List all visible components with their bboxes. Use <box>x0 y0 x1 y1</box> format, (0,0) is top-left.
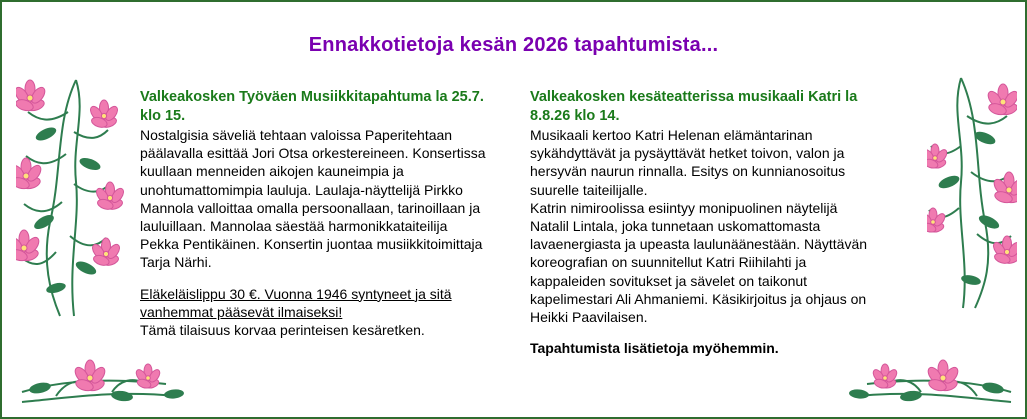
column-theatre-event <box>530 88 880 357</box>
footer-note: Tapahtumista lisätietoja myöhemmin. <box>530 340 779 357</box>
column-body-text-2: Katrin nimiroolissa esiintyy monipuolinen näytelijä Natalil Lintala, joka tunnetaan uskomattomasta lavaenergiasta ja upeasta laulunäänestään. Näyttävän koreografian on suunnitellut Katri Riihilahti ja kappaleiden sovitukset ja sävelet on taikonut kapelimestari Ali Ahmaniemi. Käsikirjoitus ja ohjaus on Heikki Paavilaisen. <box>530 199 868 325</box>
column-body-text: Musikaali kertoo Katri Helenan elämäntarinan sykähdyttävät ja pysäyttävät hetket toivon, valon ja hersyvän naurun rinnalla. Esitys on kunnianosoitus suurelle taiteilijalle. <box>530 127 846 198</box>
content-columns <box>140 88 930 357</box>
spacer <box>140 272 490 285</box>
column-body-text: Nostalgisia säveliä tehtaan valoissa Paperitehtaan päälavalla esittää Jori Otsa orkestereineen. Konsertissa kuullaan menneiden aikojen kauneimpia ja unohtumattomimpia lauluja. Laulaja-näyttelijä Pirkko Mannola valloittaa omalla persoonallaan, tarinoillaan ja lauluillaan. Mannolaa säestää harmonikkataiteilija Pekka Pentikäinen. Konsertin juontaa musiikkitoimittaja Tarja Närhi. <box>140 127 486 271</box>
floral-vine-ornament <box>16 72 126 327</box>
column-music-event <box>140 88 490 357</box>
ticket-note: Eläkeläislippu 30 €. Vuonna 1946 syntyneet ja sitä vanhemmat pääsevät ilmaiseksi! <box>140 285 452 320</box>
column-heading: Valkeakosken kesäteatterissa musikaali Katri la 8.8.26 klo 14. <box>530 89 858 124</box>
spacer <box>530 326 880 339</box>
column-heading: Valkeakosken Työväen Musiikkitapahtuma la 25.7. klo 15. <box>140 89 484 124</box>
page-title: Ennakkotietoja kesän 2026 tapahtumista... <box>308 34 719 56</box>
replacement-note: Tämä tilaisuus korvaa perinteisen kesäretken. <box>140 321 425 338</box>
floral-vine-ornament <box>927 72 1017 317</box>
